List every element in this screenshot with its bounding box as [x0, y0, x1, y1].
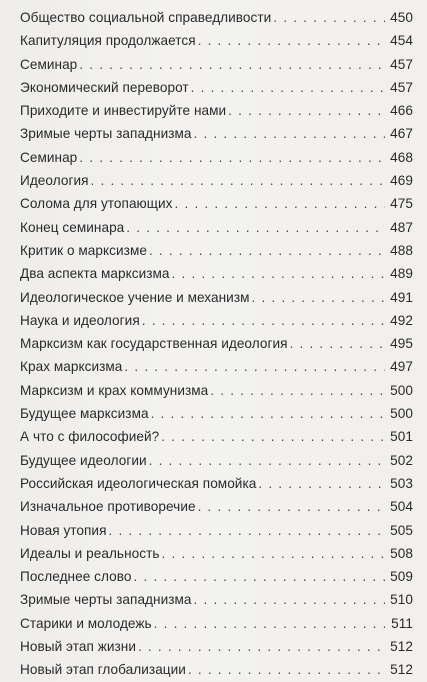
toc-leader-dots [273, 6, 385, 29]
toc-entry-page: 475 [390, 196, 413, 212]
toc-entry-title: Марксизм как государственная идеология [20, 336, 288, 352]
toc-entry-page: 492 [390, 312, 413, 328]
toc-entry-title: Старики и молодежь [20, 615, 152, 631]
toc-entry-page: 497 [390, 359, 413, 375]
toc-leader-dots [172, 262, 385, 285]
toc-entry-page: 500 [390, 406, 413, 422]
toc-entry-page: 487 [390, 219, 413, 235]
toc-entry [20, 53, 413, 76]
toc-entry [20, 262, 413, 285]
toc-leader-dots [228, 99, 385, 122]
toc-entry-page: 457 [390, 56, 413, 72]
toc-entry [20, 122, 413, 145]
toc-entry-title: Последнее слово [20, 569, 132, 585]
toc-entry-title: Новый этап глобализации [20, 662, 186, 678]
toc-entry-title: Крах марксизма [20, 359, 123, 375]
toc-leader-dots [126, 216, 385, 239]
toc-entry-title: Идеологическое учение и механизм [20, 289, 250, 305]
toc-entry [20, 239, 413, 262]
toc-entry-title: Зримые черты западнизма [20, 126, 192, 142]
toc-entry-page: 508 [390, 545, 413, 561]
toc-leader-dots [91, 169, 385, 192]
toc-entry [20, 286, 413, 309]
toc-entry-page: 491 [390, 289, 413, 305]
toc-entry-page: 502 [390, 452, 413, 468]
toc-entry-page: 467 [390, 126, 413, 142]
toc-leader-dots [124, 355, 385, 378]
toc-entry-title: Идеалы и реальность [20, 545, 160, 561]
toc-entry-page: 466 [390, 103, 413, 119]
toc-entry-title: Критик о марксизме [20, 242, 147, 258]
toc-entry-page: 488 [390, 242, 413, 258]
toc-entry-page: 503 [390, 475, 413, 491]
toc-entry-title: Семинар [20, 149, 78, 165]
toc-entry-page: 469 [390, 173, 413, 189]
toc-leader-dots [142, 309, 385, 332]
toc-entry-title: Наука и идеология [20, 312, 140, 328]
toc-leader-dots [210, 379, 385, 402]
toc-leader-dots [149, 239, 385, 262]
toc-entry-title: Российская идеологическая помойка [20, 475, 257, 491]
toc-entry [20, 146, 413, 169]
toc-leader-dots [109, 519, 386, 542]
toc-entry-title: Будущее марксизма [20, 406, 149, 422]
toc-entry-page: 511 [391, 615, 413, 631]
toc-leader-dots [198, 29, 385, 52]
toc-entry-page: 505 [390, 522, 413, 538]
toc-leader-dots [191, 76, 385, 99]
toc-entry-title: А что с философией? [20, 429, 160, 445]
toc-entry [20, 169, 413, 192]
toc-entry-title: Конец семинара [20, 219, 125, 235]
toc-entry-page: 512 [390, 662, 413, 678]
toc-entry [20, 76, 413, 99]
toc-entry [20, 6, 413, 29]
toc-entry [20, 565, 413, 588]
toc-entry-page: 489 [390, 266, 413, 282]
toc-leader-dots [188, 658, 385, 681]
toc-entry [20, 355, 413, 378]
toc-entry [20, 635, 413, 658]
toc-entry-page: 504 [390, 499, 413, 515]
toc-entry [20, 425, 413, 448]
toc-entry-title: Марксизм и крах коммунизма [20, 382, 209, 398]
toc-entry-title: Будущее идеологии [20, 452, 147, 468]
toc-entry [20, 379, 413, 402]
toc-leader-dots [79, 53, 385, 76]
toc-entry-page: 454 [390, 33, 413, 49]
toc-entry-title: Солома для утопающих [20, 196, 173, 212]
toc-leader-dots [138, 635, 385, 658]
toc-entry-title: Два аспекта марксизма [20, 266, 170, 282]
toc-leader-dots [198, 495, 385, 518]
toc-entry [20, 192, 413, 215]
toc-entry-title: Изначальное противоречие [20, 499, 196, 515]
toc-leader-dots [133, 565, 385, 588]
toc-entry [20, 519, 413, 542]
toc-entry-page: 501 [390, 429, 413, 445]
toc-entry [20, 588, 413, 611]
toc-entry [20, 99, 413, 122]
toc-entry [20, 216, 413, 239]
toc-leader-dots [194, 122, 385, 145]
toc-entry-page: 457 [390, 79, 413, 95]
toc-leader-dots [79, 146, 385, 169]
toc-leader-dots [151, 402, 385, 425]
toc-entry-title: Экономический переворот [20, 79, 189, 95]
toc-entry-title: Зримые черты западнизма [20, 592, 192, 608]
toc-leader-dots [252, 286, 386, 309]
toc-leader-dots [290, 332, 385, 355]
toc-entry-page: 495 [390, 336, 413, 352]
toc-entry [20, 309, 413, 332]
toc-entry-title: Новая утопия [20, 522, 107, 538]
toc-leader-dots [154, 612, 385, 635]
toc-entry-title: Семинар [20, 56, 78, 72]
toc-leader-dots [161, 425, 385, 448]
toc-entry [20, 29, 413, 52]
toc-entry [20, 332, 413, 355]
toc-leader-dots [149, 449, 385, 472]
toc-leader-dots [162, 542, 386, 565]
toc-leader-dots [175, 192, 385, 215]
toc-entry [20, 658, 413, 681]
toc-entry-page: 468 [390, 149, 413, 165]
toc-entry [20, 542, 413, 565]
toc-entry-title: Капитуляция продолжается [20, 33, 196, 49]
toc-leader-dots [194, 588, 385, 611]
toc-entry-page: 500 [390, 382, 413, 398]
toc-leader-dots [258, 472, 385, 495]
toc-entry-title: Новый этап жизни [20, 639, 136, 655]
toc-entry-page: 512 [390, 639, 413, 655]
toc-entry [20, 472, 413, 495]
toc-entry [20, 402, 413, 425]
table-of-contents [20, 6, 413, 682]
toc-entry-page: 450 [390, 10, 413, 25]
toc-entry-title: Приходите и инвестируйте нами [20, 103, 227, 119]
toc-entry-page: 510 [390, 592, 413, 608]
toc-entry [20, 612, 413, 635]
toc-entry-page: 509 [390, 569, 413, 585]
toc-entry-title: Общество социальной справедливости [20, 10, 272, 25]
toc-entry-title: Идеология [20, 173, 89, 189]
toc-entry [20, 495, 413, 518]
toc-entry [20, 449, 413, 472]
